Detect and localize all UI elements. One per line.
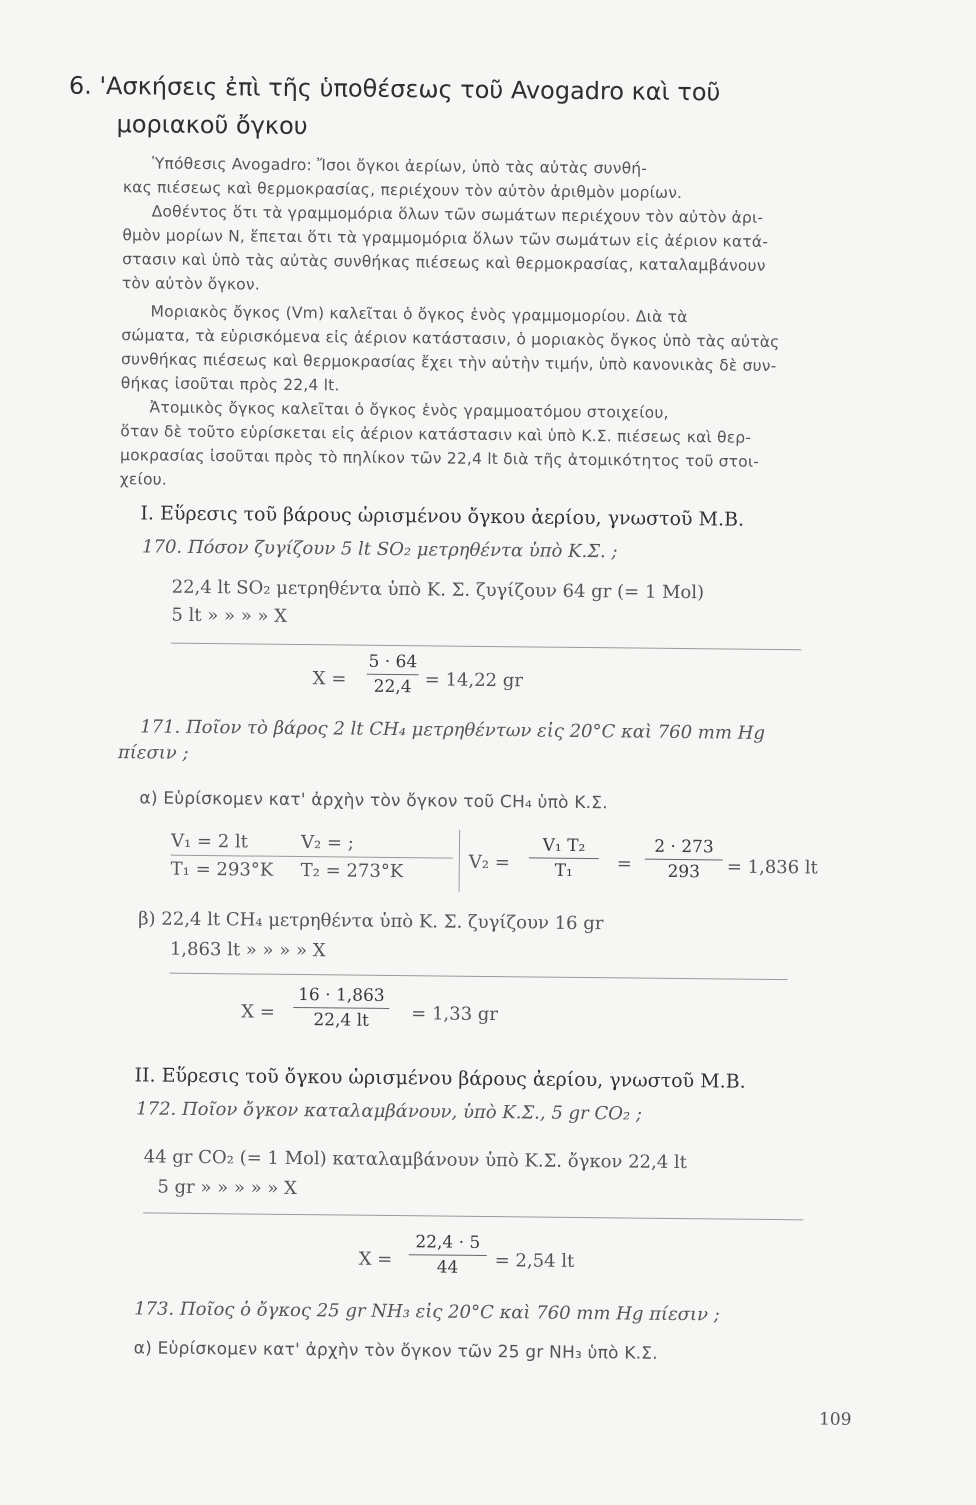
problem-171-fraction-1 <box>529 834 599 882</box>
problem-171-step-a: α) Εὑρίσκομεν κατ' ἀρχὴν τὸν ὄγκον τοῦ CH₄ ὑπὸ Κ.Σ. <box>139 788 608 814</box>
problem-171-v2-result: = 1,836 lt <box>726 856 818 879</box>
problem-172-line2: 5 gr » » » » » X <box>157 1176 298 1200</box>
atomic-volume-line: μοκρασίας ἰσοῦται πρὸς τὸ πηλίκον τῶν 22,4 lt διὰ τῆς ἀτομικότητος τοῦ στοι- <box>119 446 760 471</box>
fraction-numerator: 5 · 64 <box>368 651 418 673</box>
fraction-numerator: V₁ T₂ <box>542 835 586 857</box>
problem-172-fraction <box>408 1231 486 1279</box>
problem-171-equals: = <box>616 853 633 875</box>
problem-171-x-fraction <box>293 984 389 1032</box>
problem-170-question: 170. Πόσον ζυγίζουν 5 lt SO₂ μετρηθέντα ὑπὸ Κ.Σ. ; <box>141 536 618 563</box>
divider <box>171 855 453 859</box>
divider <box>171 643 801 651</box>
hypothesis-line: θμὸν μορίων N, ἕπεται ὅτι τὰ γραμμομόρια ὅλων τῶν σωμάτων εἰς ἀέριον κατά- <box>122 226 769 251</box>
problem-173-question: 173. Ποῖος ὁ ὄγκος 25 gr NH₃ εἰς 20°C καὶ 760 mm Hg πίεσιν ; <box>134 1298 720 1326</box>
problem-173-step-a: α) Εὑρίσκομεν κατ' ἀρχὴν τὸν ὄγκον τῶν 25 gr NH₃ ὑπὸ Κ.Σ. <box>133 1338 658 1364</box>
problem-171-v2: V₂ = ; <box>300 832 354 854</box>
hypothesis-line: στασιν καὶ ὑπὸ τὰς αὐτὰς συνθήκας πιέσεως καὶ θερμοκρασίας, καταλαμβάνουν <box>122 250 766 275</box>
problem-171-fraction-2 <box>645 836 723 884</box>
section-title-line2: μοριακοῦ ὄγκου <box>116 110 308 141</box>
problem-170-line1: 22,4 lt SO₂ μετρηθέντα ὑπὸ Κ. Σ. ζυγίζουν 64 gr (= 1 Mol) <box>171 576 705 604</box>
divider <box>143 1212 803 1220</box>
problem-170-lhs: X = <box>312 668 347 690</box>
fraction-numerator: 2 · 273 <box>654 836 714 858</box>
molar-volume-line: συνθήκας πιέσεως καὶ θερμοκρασίας ἔχει τὴν αὐτὴν τιμήν, ὑπὸ κανονικὰς δὲ συν- <box>120 350 777 375</box>
subsection-1-title: I. Εὕρεσις τοῦ βάρους ὡρισμένου ὄγκου ἀερίου, γνωστοῦ Μ.Β. <box>140 502 745 531</box>
problem-172-lhs: X = <box>358 1248 393 1271</box>
atomic-volume-line: χείου. <box>119 470 168 489</box>
fraction-denominator: 44 <box>436 1257 459 1278</box>
atomic-volume-line: ὅταν δὲ τοῦτο εὑρίσκεται εἰς ἀέριον κατάστασιν καὶ ὑπὸ Κ.Σ. πιέσεως καὶ θερ- <box>120 422 752 447</box>
problem-171-x-lhs: X = <box>241 1001 275 1023</box>
fraction-denominator: 293 <box>667 861 701 883</box>
problem-172-question: 172. Ποῖον ὄγκον καταλαμβάνουν, ὑπὸ Κ.Σ., 5 gr CO₂ ; <box>136 1098 643 1125</box>
hypothesis-line: Ὑπόθεσις Avogadro: Ἴσοι ὄγκοι ἀερίων, ὑπὸ τὰς αὐτὰς συνθή- <box>152 154 648 178</box>
hypothesis-line: τὸν αὐτὸν ὄγκον. <box>121 274 261 294</box>
problem-171-step-b-line2: 1,863 lt » » » » X <box>169 938 326 962</box>
problem-171-step-b-line1: β) 22,4 lt CH₄ μετρηθέντα ὑπὸ Κ. Σ. ζυγίζουν 16 gr <box>138 908 604 935</box>
fraction-denominator: T₁ <box>554 860 573 881</box>
problem-171-question-line1: 171. Ποῖον τὸ βάρος 2 lt CH₄ μετρηθέντων εἰς 20°C καὶ 760 mm Hg <box>140 716 766 744</box>
hypothesis-line: κας πιέσεως καὶ θερμοκρασίας, περιέχουν τὸν αὐτὸν ἀριθμὸν μορίων. <box>122 178 683 203</box>
problem-171-t2: T₂ = 273°K <box>300 860 404 883</box>
fraction-denominator: 22,4 <box>373 676 412 698</box>
problem-171-v2-lhs: V₂ = <box>468 851 510 874</box>
problem-171-x-result: = 1,33 gr <box>411 1003 499 1026</box>
problem-171-v1: V₁ = 2 lt <box>170 830 249 853</box>
fraction-numerator: 16 · 1,863 <box>298 985 385 1006</box>
problem-172-line1: 44 gr CO₂ (= 1 Mol) καταλαμβάνουν ὑπὸ Κ.Σ. ὄγκον 22,4 lt <box>143 1146 688 1174</box>
page-number: 109 <box>818 1409 852 1430</box>
hypothesis-line: Δοθέντος ὅτι τὰ γραμμομόρια ὅλων τῶν σωμάτων περιέχουν τὸν αὐτὸν ἀρι- <box>151 202 764 227</box>
fraction-denominator: 22,4 lt <box>313 1010 370 1031</box>
problem-170-result: = 14,22 gr <box>424 669 524 692</box>
molar-volume-line: Μοριακὸς ὄγκος (Vm) καλεῖται ὁ ὄγκος ἑνὸς γραμμομορίου. Διὰ τὰ <box>150 302 688 327</box>
molar-volume-line: σώματα, τὰ εὑρισκόμενα εἰς ἀέριον κατάστασιν, ὁ μοριακὸς ὄγκος ὑπὸ τὰς αὐτὰς <box>121 326 780 352</box>
problem-170-fraction <box>367 651 419 699</box>
atomic-volume-line: Ἀτομικὸς ὄγκος καλεῖται ὁ ὄγκος ἑνὸς γραμμοατόμου στοιχείου, <box>149 398 669 422</box>
divider <box>170 973 788 980</box>
problem-171-t1: T₁ = 293°K <box>170 858 274 881</box>
molar-volume-line: θήκας ἰσοῦται πρὸς 22,4 lt. <box>120 374 340 395</box>
fraction-numerator: 22,4 · 5 <box>415 1232 481 1253</box>
problem-171-question-line2: πίεσιν ; <box>117 742 189 764</box>
section-title-line1: 6. 'Ασκήσεις ἐπὶ τῆς ὑποθέσεως τοῦ Avogadro καὶ τοῦ <box>68 71 721 107</box>
problem-172-result: = 2,54 lt <box>494 1250 575 1272</box>
divider <box>459 830 461 892</box>
subsection-2-title: II. Εὕρεσις τοῦ ὄγκου ὡρισμένου βάρους ἀερίου, γνωστοῦ Μ.Β. <box>134 1064 746 1093</box>
problem-170-line2: 5 lt » » » » X <box>171 604 288 627</box>
